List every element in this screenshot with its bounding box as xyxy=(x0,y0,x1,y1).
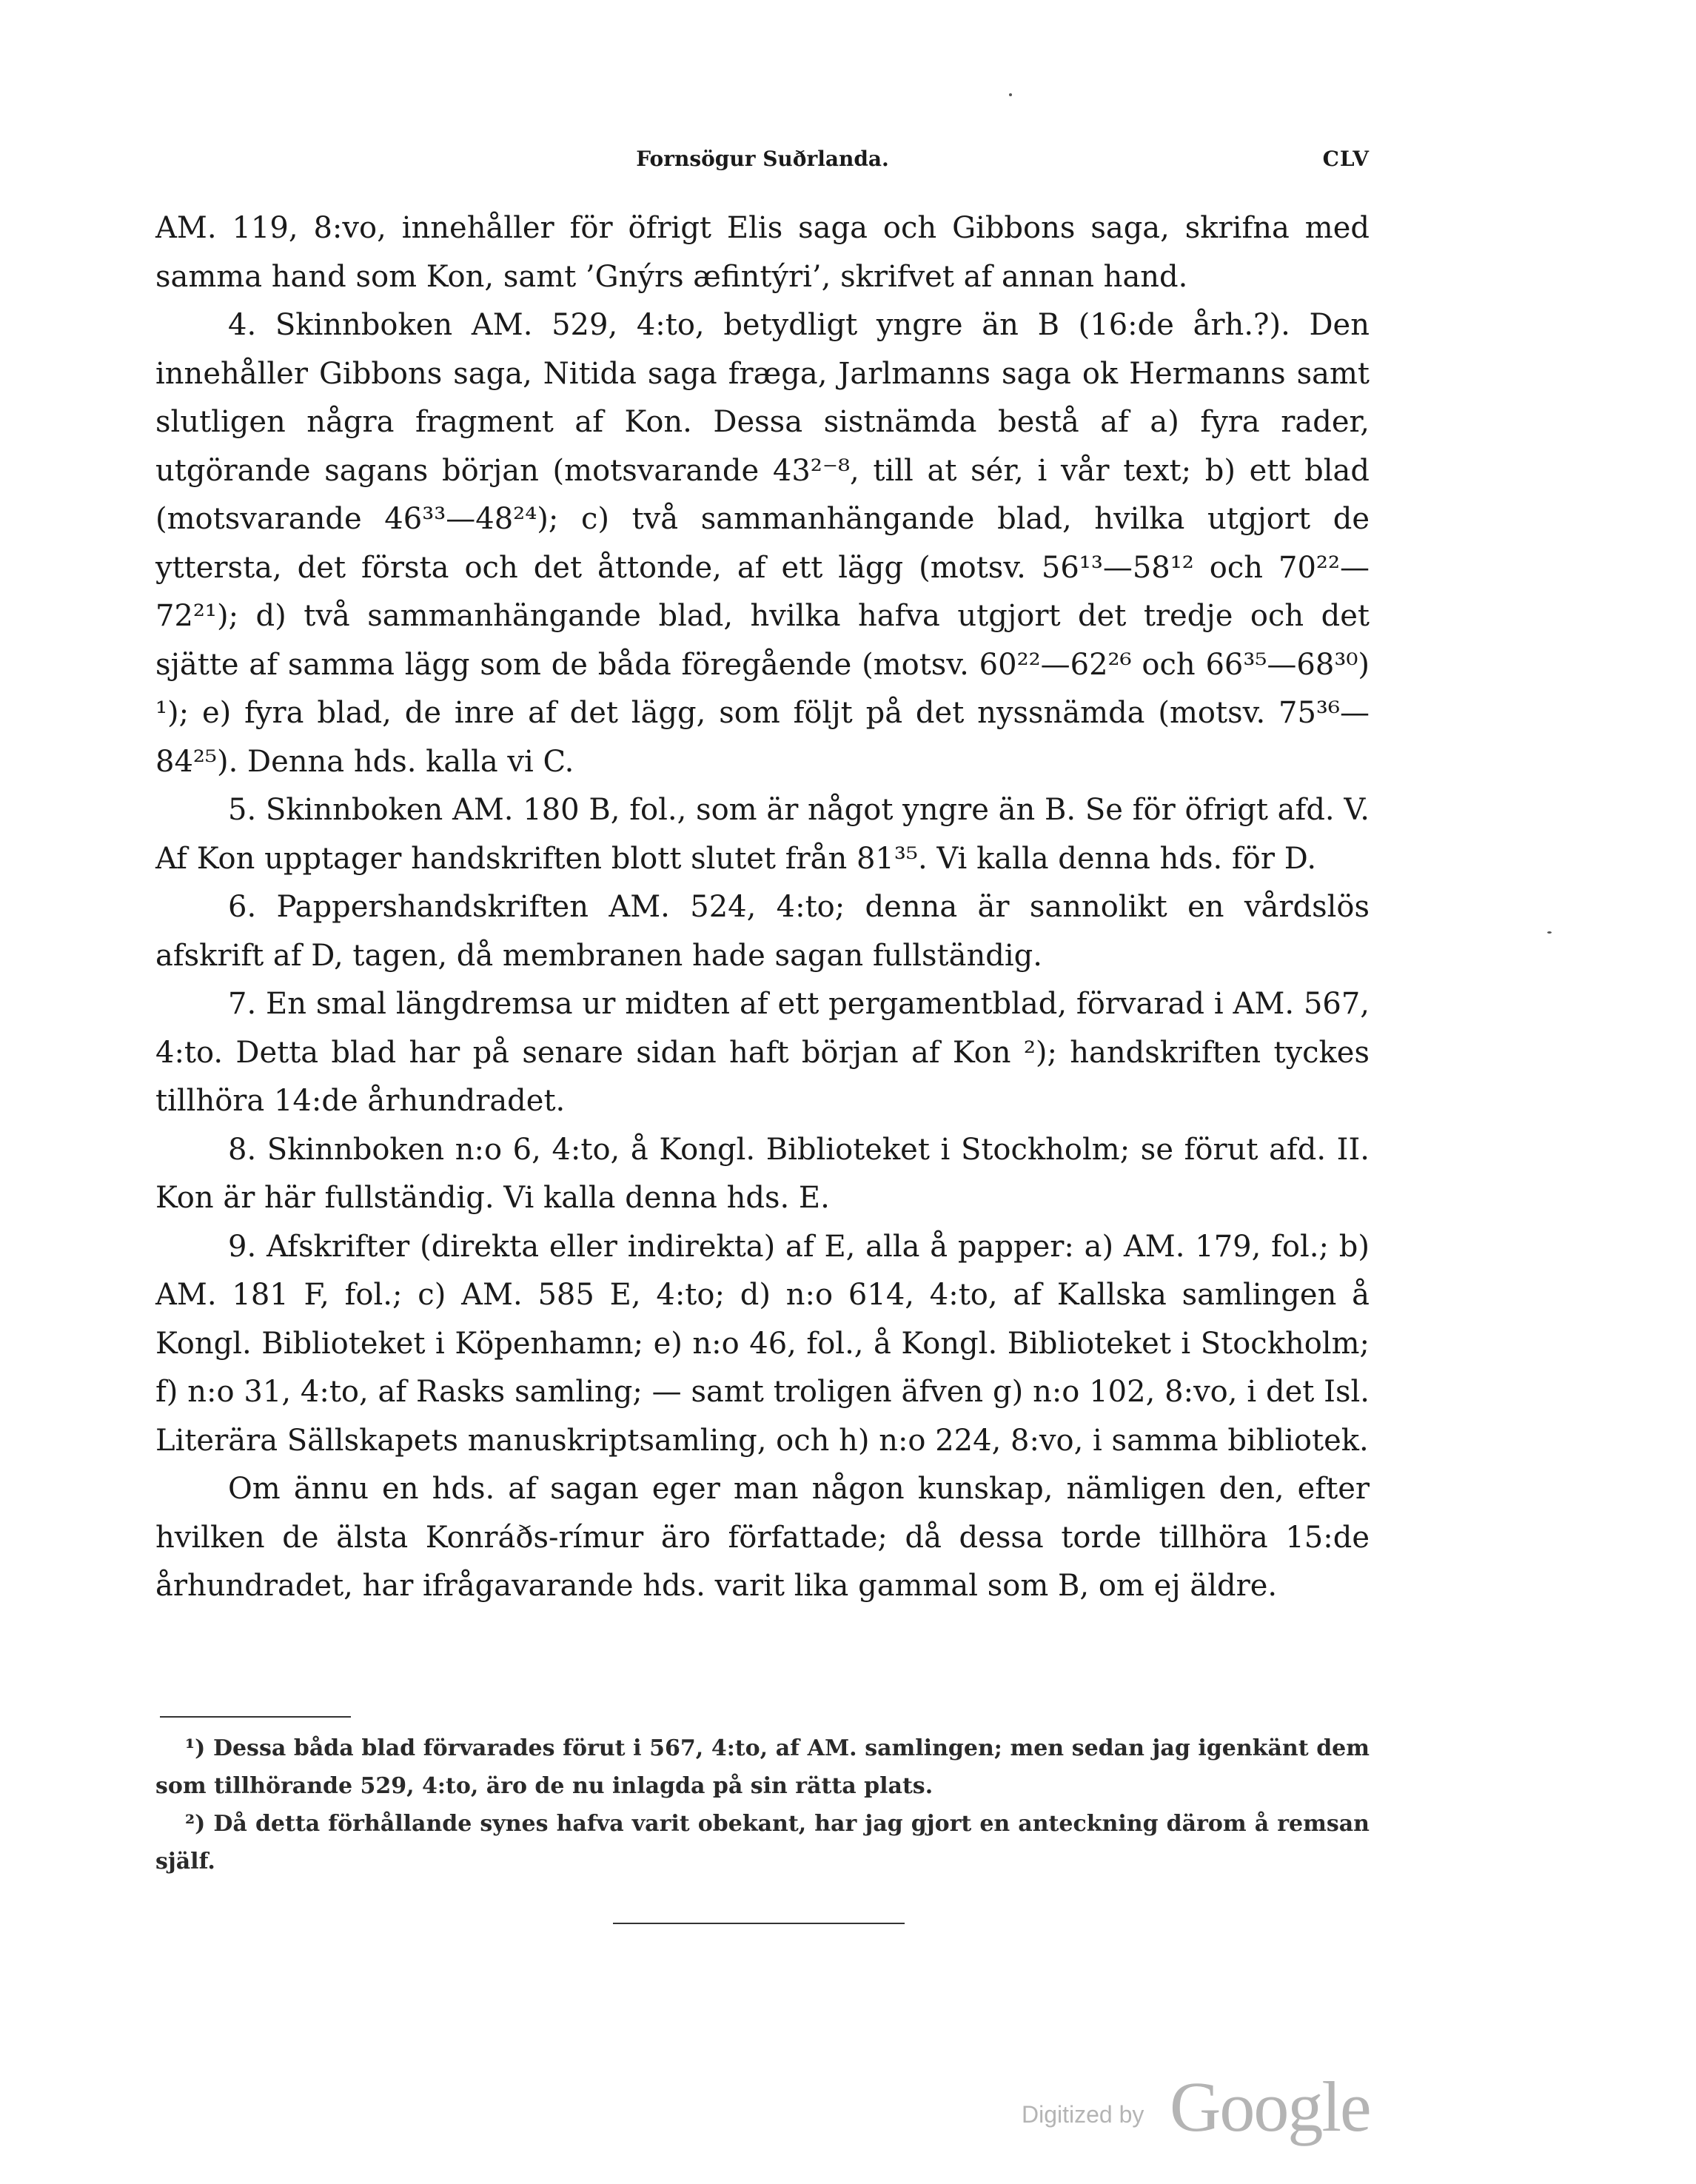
paragraph-4: 6. Pappershandskriften AM. 524, 4:to; denna är sannolikt en vårdslös afskrift af D, tagen, då membranen hade sagan fullständig. xyxy=(155,890,1370,973)
paragraph-5: 7. En smal längdremsa ur midten af ett pergamentblad, förvarad i AM. 567, 4:to. Detta blad har på senare sidan haft början af Kon ²); handskriften tyckes tillhöra 14:de århundradet. xyxy=(155,987,1370,1118)
watermark-prefix: Digitized by xyxy=(1022,2101,1144,2128)
main-text xyxy=(155,204,1370,1611)
paragraph-1: AM. 119, 8:vo, innehåller för öfrigt Elis saga och Gibbons saga, skrifna med samma hand som Kon, samt ’Gnýrs æfintýri’, skrifvet af annan hand. xyxy=(155,211,1370,294)
paragraph-2: 4. Skinnboken AM. 529, 4:to, betydligt yngre än B (16:de årh.?). Den innehåller Gibbons saga, Nitida saga fræga, Jarlmanns saga ok Hermanns samt slutligen några fragment af Kon. Dessa sistnämda bestå af a) fyra rader, utgörande sagans början (motsvarande 43²⁻⁸, till at sér, i vår text; b) ett blad (motsvarande 46³³—48²⁴); c) två sammanhängande blad, hvilka utgjort de yttersta, det första och det åttonde, af ett lägg (motsv. 56¹³—58¹² och 70²²—72²¹); d) två sammanhängande blad, hvilka hafva utgjort det tredje och det sjätte af samma lägg som de båda föregående (motsv. 60²²—62²⁶ och 66³⁵—68³⁰) ¹); e) fyra blad, de inre af det lägg, som följt på det nyssnämda (motsv. 75³⁶—84²⁵). Denna hds. kalla vi C. xyxy=(155,308,1370,779)
footnotes xyxy=(155,1729,1370,1880)
footnote-divider xyxy=(160,1716,351,1718)
digitized-watermark xyxy=(1022,2066,1377,2154)
paragraph-8: Om ännu en hds. af sagan eger man någon kunskap, nämligen den, efter hvilken de älsta Konráðs-rímur äro författade; då dessa torde tillhöra 15:de århundradet, har ifrågavarande hds. varit lika gammal som B, om ej äldre. xyxy=(155,1472,1370,1603)
paragraph-6: 8. Skinnboken n:o 6, 4:to, å Kongl. Biblioteket i Stockholm; se förut afd. II. Kon är här fullständig. Vi kalla denna hds. E. xyxy=(155,1132,1370,1215)
ink-speck xyxy=(1009,93,1012,96)
ink-speck xyxy=(1547,931,1552,934)
running-title: Fornsögur Suðrlanda. xyxy=(636,147,889,171)
running-header xyxy=(155,147,1370,176)
page-number: CLV xyxy=(1322,147,1370,171)
end-rule xyxy=(613,1923,905,1924)
google-logo: Google xyxy=(1170,2067,1370,2146)
paragraph-7: 9. Afskrifter (direkta eller indirekta) af E, alla å papper: a) AM. 179, fol.; b) AM. 181 F, fol.; c) AM. 585 E, 4:to; d) n:o 614, 4:to, af Kallska samlingen å Kongl. Biblioteket i Köpenhamn; e) n:o 46, fol., å Kongl. Biblioteket i Stockholm; f) n:o 31, 4:to, af Rasks samling; — samt troligen äfven g) n:o 102, 8:vo, i det Isl. Literära Sällskapets manuskriptsamling, och h) n:o 224, 8:vo, i samma bibliotek. xyxy=(155,1229,1370,1458)
footnote-1: ¹) Dessa båda blad förvarades förut i 567, 4:to, af AM. samlingen; men sedan jag igenkänt dem som tillhörande 529, 4:to, äro de nu inlagda på sin rätta plats. xyxy=(155,1735,1370,1799)
paragraph-3: 5. Skinnboken AM. 180 B, fol., som är något yngre än B. Se för öfrigt afd. V. Af Kon upptager handskriften blott slutet från 81³⁵. Vi kalla denna hds. för D. xyxy=(155,793,1370,876)
footnote-2: ²) Då detta förhållande synes hafva varit obekant, har jag gjort en anteckning därom å remsan själf. xyxy=(155,1811,1370,1875)
